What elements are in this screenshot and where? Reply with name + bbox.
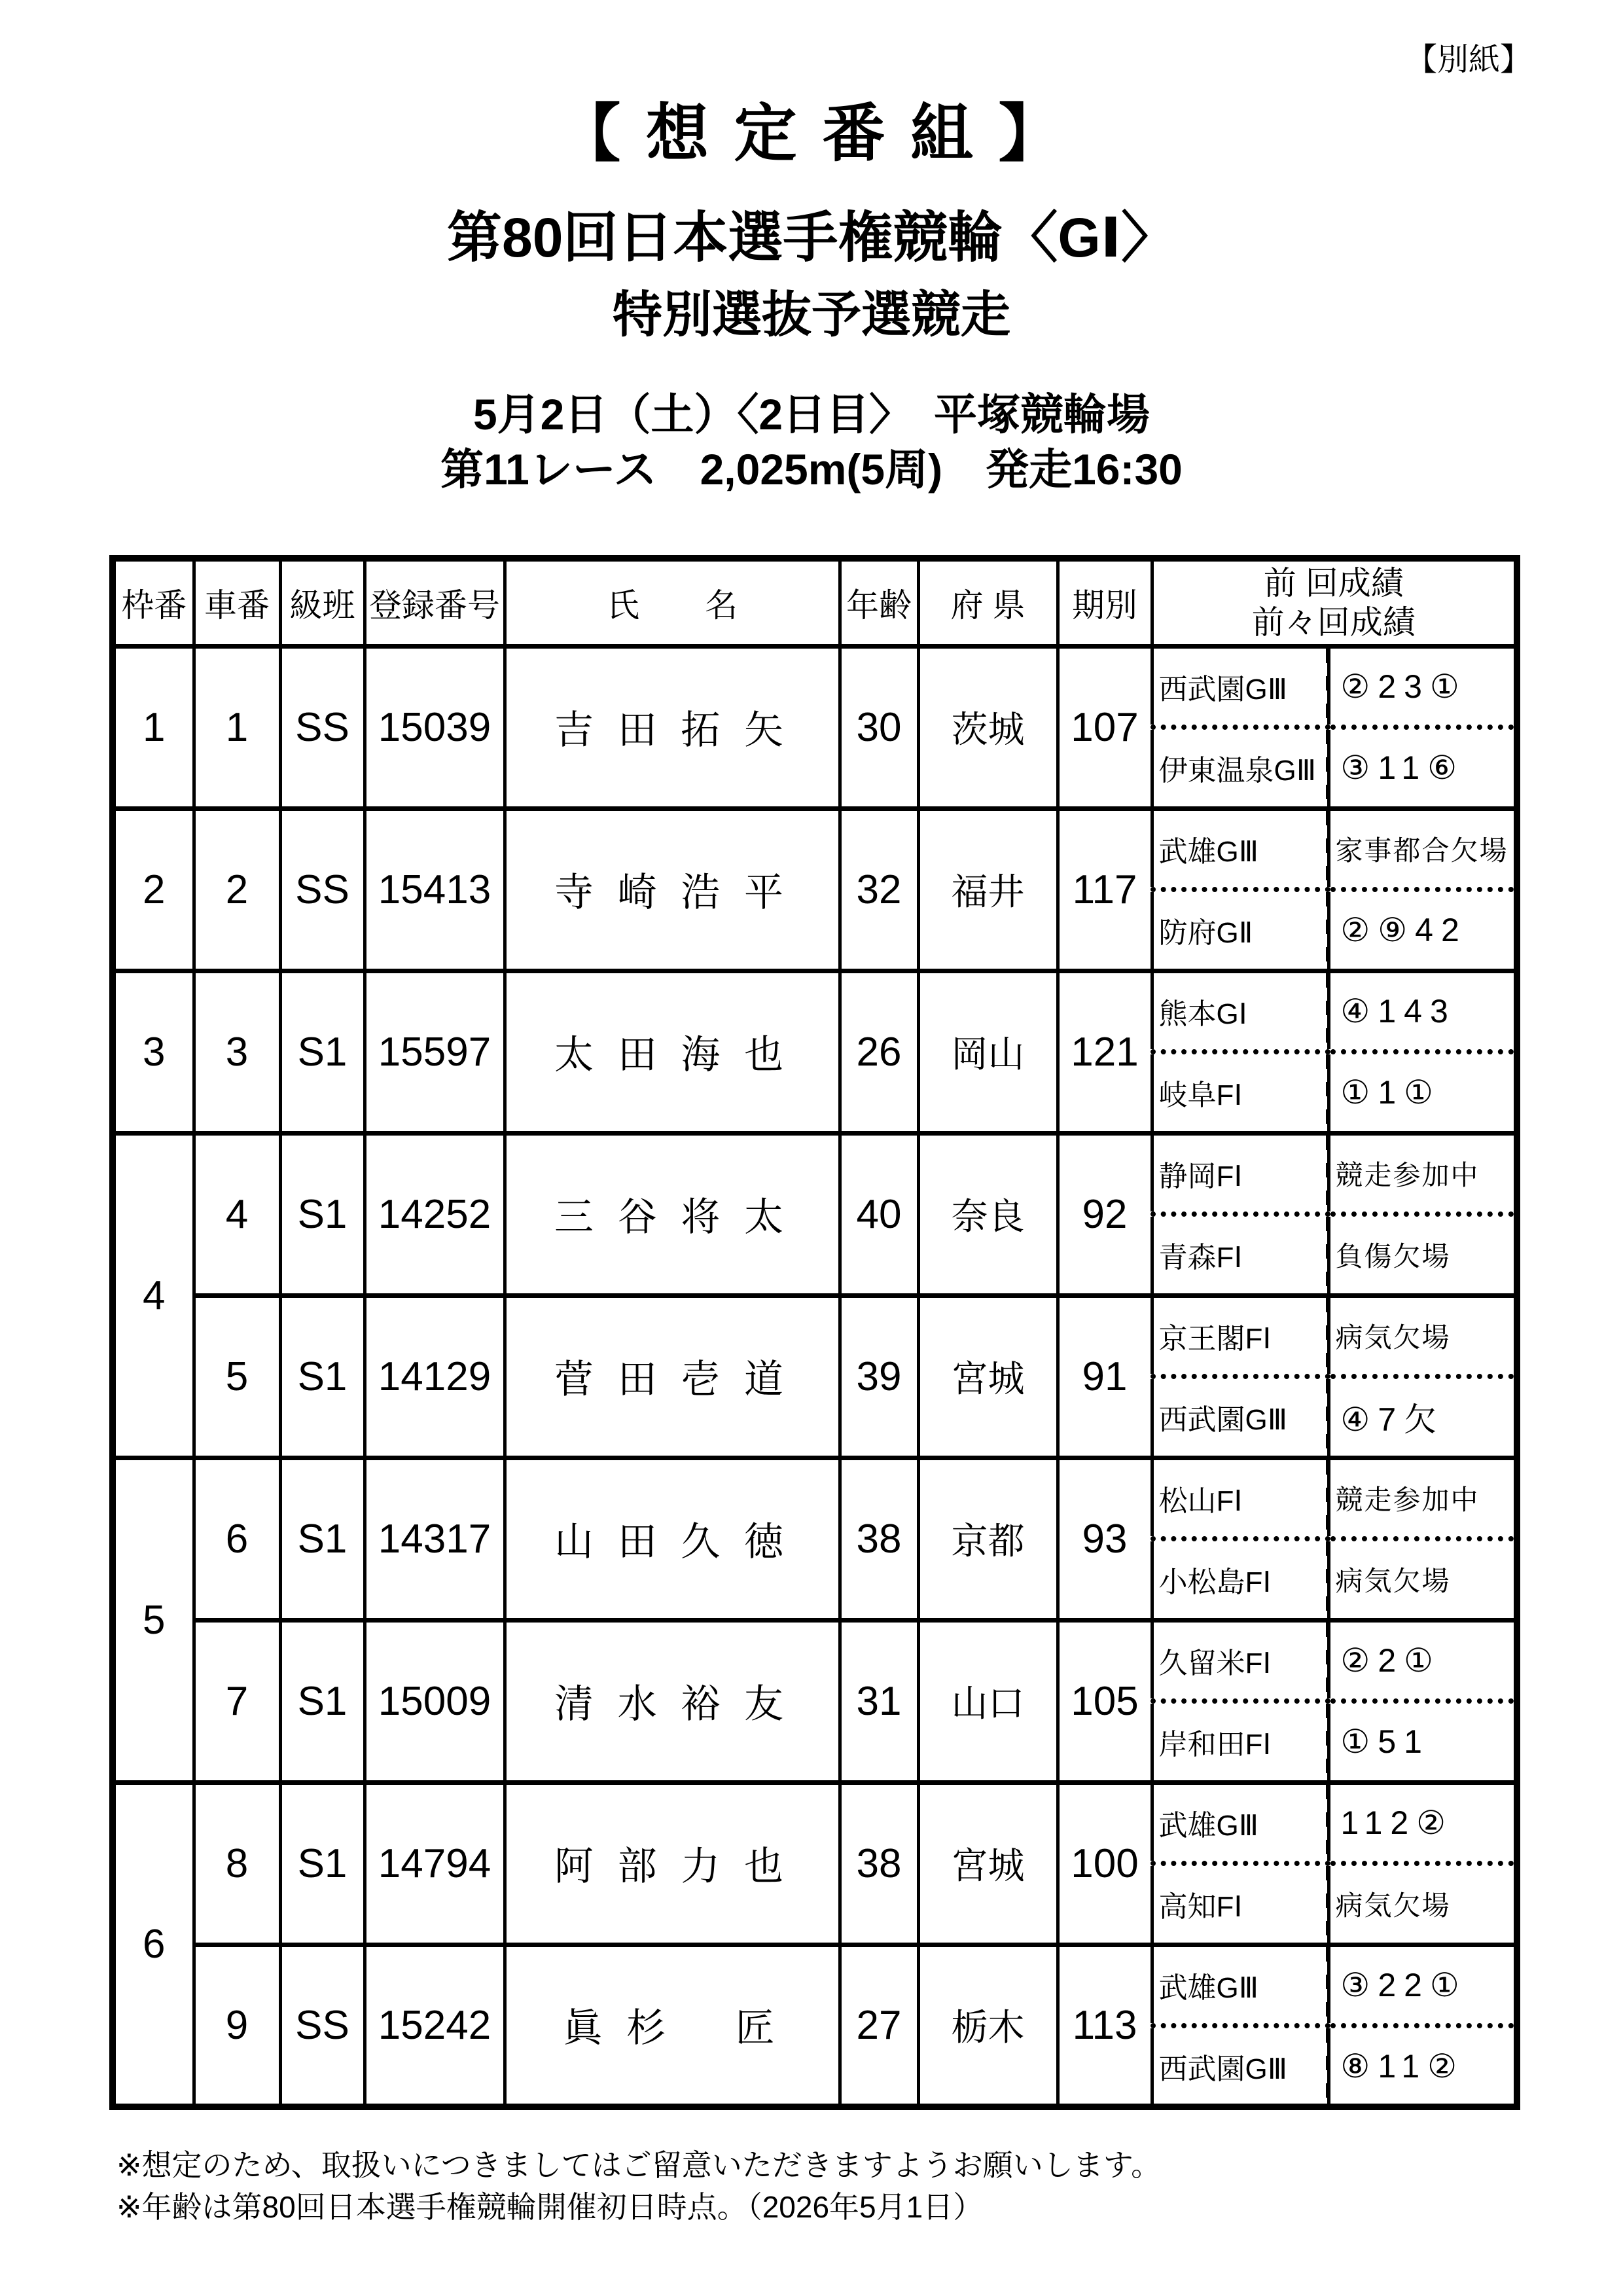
age-cell: 40 bbox=[840, 1133, 918, 1295]
class-cell: S1 bbox=[280, 1458, 365, 1620]
footnote-line: ※年齢は第80回日本選手権競輪開催初日時点。（2026年5月1日） bbox=[116, 2190, 984, 2224]
prev-result-cell: 病気欠場 bbox=[1329, 1295, 1517, 1376]
waku-cell: 3 bbox=[113, 971, 194, 1133]
waku-cell: 5 bbox=[113, 1458, 194, 1782]
prev2-result-cell: 負傷欠場 bbox=[1329, 1214, 1517, 1295]
prev-venue-cell: 松山FⅠ bbox=[1152, 1458, 1329, 1539]
prev2-result-cell: ④7欠 bbox=[1329, 1376, 1517, 1458]
car-number-cell: 9 bbox=[194, 1945, 280, 2107]
col-header-waku: 枠番 bbox=[113, 558, 194, 646]
rider-name-cell: 清 水 裕 友 bbox=[505, 1620, 840, 1782]
rider-name-cell: 三 谷 将 太 bbox=[505, 1133, 840, 1295]
prev2-venue-cell: 防府GⅡ bbox=[1152, 889, 1329, 971]
rider-name-cell: 眞 杉 匠 bbox=[505, 1945, 840, 2107]
col-header-car: 車番 bbox=[194, 558, 280, 646]
age-cell: 26 bbox=[840, 971, 918, 1133]
term-cell: 92 bbox=[1058, 1133, 1152, 1295]
term-cell: 100 bbox=[1058, 1782, 1152, 1945]
table-row bbox=[113, 1458, 1517, 1539]
class-cell: S1 bbox=[280, 1295, 365, 1458]
reg-number-cell: 15039 bbox=[365, 646, 505, 808]
prev-venue-cell: 武雄GⅢ bbox=[1152, 808, 1329, 889]
car-number-cell: 5 bbox=[194, 1295, 280, 1458]
col-header-prev2-result: 前々回成績 bbox=[1251, 603, 1416, 641]
class-cell: S1 bbox=[280, 1782, 365, 1945]
col-header-term: 期別 bbox=[1058, 558, 1152, 646]
prev-venue-cell: 京王閣FⅠ bbox=[1152, 1295, 1329, 1376]
class-cell: S1 bbox=[280, 1133, 365, 1295]
prev2-result-cell: ①51 bbox=[1329, 1701, 1517, 1782]
car-number-cell: 4 bbox=[194, 1133, 280, 1295]
prev-result-cell: ③22① bbox=[1329, 1945, 1517, 2026]
prev-result-cell: 競走参加中 bbox=[1329, 1458, 1517, 1539]
age-cell: 27 bbox=[840, 1945, 918, 2107]
col-header-prev-result: 前 回成績 bbox=[1263, 564, 1404, 601]
prev2-venue-cell: 西武園GⅢ bbox=[1152, 1376, 1329, 1458]
prev-venue-cell: 西武園GⅢ bbox=[1152, 646, 1329, 727]
prev-result-cell: 112② bbox=[1329, 1782, 1517, 1863]
class-cell: S1 bbox=[280, 971, 365, 1133]
term-cell: 121 bbox=[1058, 971, 1152, 1133]
race-program-table bbox=[109, 555, 1520, 2110]
table-row bbox=[113, 808, 1517, 889]
term-cell: 105 bbox=[1058, 1620, 1152, 1782]
table-row bbox=[113, 1295, 1517, 1376]
car-number-cell: 1 bbox=[194, 646, 280, 808]
car-number-cell: 3 bbox=[194, 971, 280, 1133]
prev-result-cell: ②23① bbox=[1329, 646, 1517, 727]
prev-venue-cell: 熊本GⅠ bbox=[1152, 971, 1329, 1052]
reg-number-cell: 14794 bbox=[365, 1782, 505, 1945]
table-row bbox=[113, 1945, 1517, 2026]
prefecture-cell: 山口 bbox=[918, 1620, 1058, 1782]
table-row bbox=[113, 1782, 1517, 1863]
table-header-row bbox=[113, 558, 1517, 646]
prev-venue-cell: 武雄GⅢ bbox=[1152, 1945, 1329, 2026]
attachment-label: 【別紙】 bbox=[1405, 43, 1531, 77]
col-header-name: 氏 名 bbox=[505, 558, 840, 646]
class-cell: SS bbox=[280, 1945, 365, 2107]
prev-result-cell: ②2① bbox=[1329, 1620, 1517, 1701]
col-header-age: 年齢 bbox=[840, 558, 918, 646]
table-row bbox=[113, 971, 1517, 1052]
table-row bbox=[113, 1133, 1517, 1214]
prev2-result-cell: ①1① bbox=[1329, 1052, 1517, 1133]
age-cell: 32 bbox=[840, 808, 918, 971]
prev2-venue-cell: 青森FⅠ bbox=[1152, 1214, 1329, 1295]
term-cell: 91 bbox=[1058, 1295, 1152, 1458]
prev-venue-cell: 久留米FⅠ bbox=[1152, 1620, 1329, 1701]
col-header-class: 級班 bbox=[280, 558, 365, 646]
prefecture-cell: 宮城 bbox=[918, 1782, 1058, 1945]
prev2-venue-cell: 岸和田FⅠ bbox=[1152, 1701, 1329, 1782]
waku-cell: 1 bbox=[113, 646, 194, 808]
rider-name-cell: 山 田 久 徳 bbox=[505, 1458, 840, 1620]
prefecture-cell: 栃木 bbox=[918, 1945, 1058, 2107]
prev-result-cell: 家事都合欠場 bbox=[1329, 808, 1517, 889]
rider-name-cell: 寺 崎 浩 平 bbox=[505, 808, 840, 971]
prev2-result-cell: ⑧11② bbox=[1329, 2026, 1517, 2107]
reg-number-cell: 15242 bbox=[365, 1945, 505, 2107]
footnote-line: ※想定のため、取扱いにつきましてはご留意いただきますようお願いします。 bbox=[116, 2148, 1162, 2182]
col-header-pref: 府 県 bbox=[918, 558, 1058, 646]
car-number-cell: 7 bbox=[194, 1620, 280, 1782]
rider-name-cell: 吉 田 拓 矢 bbox=[505, 646, 840, 808]
col-header-reg: 登録番号 bbox=[365, 558, 505, 646]
table-row bbox=[113, 646, 1517, 727]
prev2-result-cell: 病気欠場 bbox=[1329, 1539, 1517, 1620]
age-cell: 39 bbox=[840, 1295, 918, 1458]
term-cell: 117 bbox=[1058, 808, 1152, 971]
reg-number-cell: 14129 bbox=[365, 1295, 505, 1458]
age-cell: 38 bbox=[840, 1782, 918, 1945]
reg-number-cell: 15009 bbox=[365, 1620, 505, 1782]
waku-cell: 6 bbox=[113, 1782, 194, 2107]
rider-name-cell: 阿 部 力 也 bbox=[505, 1782, 840, 1945]
prev-result-cell: 競走参加中 bbox=[1329, 1133, 1517, 1214]
prev2-venue-cell: 岐阜FⅠ bbox=[1152, 1052, 1329, 1133]
prefecture-cell: 京都 bbox=[918, 1458, 1058, 1620]
page-title: 【 想 定 番 組 】 bbox=[558, 99, 1065, 169]
car-number-cell: 8 bbox=[194, 1782, 280, 1945]
prev2-venue-cell: 小松島FⅠ bbox=[1152, 1539, 1329, 1620]
prefecture-cell: 岡山 bbox=[918, 971, 1058, 1133]
prev2-venue-cell: 伊東温泉GⅢ bbox=[1152, 727, 1329, 808]
reg-number-cell: 14317 bbox=[365, 1458, 505, 1620]
class-cell: SS bbox=[280, 646, 365, 808]
term-cell: 113 bbox=[1058, 1945, 1152, 2107]
event-title: 第80回日本選手権競輪〈GⅠ〉 bbox=[446, 207, 1177, 268]
prev-venue-cell: 静岡FⅠ bbox=[1152, 1133, 1329, 1214]
col-header-results bbox=[1152, 558, 1517, 646]
race-class-title: 特別選抜予選競走 bbox=[613, 287, 1010, 343]
race-info-line: 第11レース 2,025m(5周) 発走16:30 bbox=[440, 445, 1183, 493]
waku-cell: 4 bbox=[113, 1133, 194, 1458]
prefecture-cell: 奈良 bbox=[918, 1133, 1058, 1295]
prefecture-cell: 宮城 bbox=[918, 1295, 1058, 1458]
prev2-result-cell: ②⑨42 bbox=[1329, 889, 1517, 971]
prev2-venue-cell: 西武園GⅢ bbox=[1152, 2026, 1329, 2107]
prev2-venue-cell: 高知FⅠ bbox=[1152, 1863, 1329, 1945]
rider-name-cell: 太 田 海 也 bbox=[505, 971, 840, 1133]
waku-cell: 2 bbox=[113, 808, 194, 971]
car-number-cell: 6 bbox=[194, 1458, 280, 1620]
car-number-cell: 2 bbox=[194, 808, 280, 971]
rider-name-cell: 菅 田 壱 道 bbox=[505, 1295, 840, 1458]
age-cell: 31 bbox=[840, 1620, 918, 1782]
date-venue-line: 5月2日（土）〈2日目〉 平塚競輪場 bbox=[473, 390, 1150, 439]
reg-number-cell: 15597 bbox=[365, 971, 505, 1133]
class-cell: S1 bbox=[280, 1620, 365, 1782]
prev2-result-cell: 病気欠場 bbox=[1329, 1863, 1517, 1945]
term-cell: 107 bbox=[1058, 646, 1152, 808]
reg-number-cell: 14252 bbox=[365, 1133, 505, 1295]
table-row bbox=[113, 1620, 1517, 1701]
prev-result-cell: ④143 bbox=[1329, 971, 1517, 1052]
class-cell: SS bbox=[280, 808, 365, 971]
age-cell: 30 bbox=[840, 646, 918, 808]
term-cell: 93 bbox=[1058, 1458, 1152, 1620]
age-cell: 38 bbox=[840, 1458, 918, 1620]
prev-venue-cell: 武雄GⅢ bbox=[1152, 1782, 1329, 1863]
prev2-result-cell: ③11⑥ bbox=[1329, 727, 1517, 808]
prefecture-cell: 福井 bbox=[918, 808, 1058, 971]
reg-number-cell: 15413 bbox=[365, 808, 505, 971]
prefecture-cell: 茨城 bbox=[918, 646, 1058, 808]
